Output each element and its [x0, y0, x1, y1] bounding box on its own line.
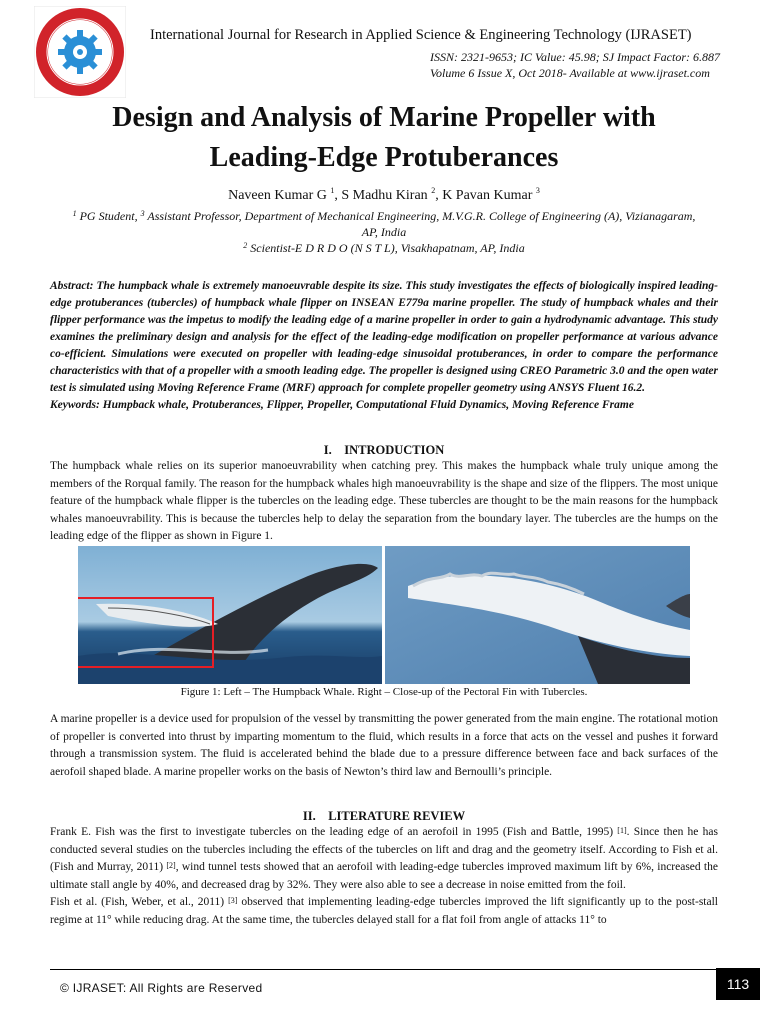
literature-paragraphs [50, 824, 718, 930]
intro-p1-text: The humpback whale relies on its superior manoeuvrability when catching prey. This makes the humpback whale truly unique among the members of the Rorqual family. The reason for the humpback whales high manoeuvrability is the shape and size of the flippers. The most unique feature of the humpback whale flipper is the tubercles on the leading edge. These tubercles are thought to be the main reasons for the humpback whales manoeuvrability. This is because the tubercles help to delay the separation from the boundary layer. The tubercles are the humps on the leading edge of the flipper as shown in Figure 1. [50, 460, 718, 543]
journal-meta [430, 49, 720, 81]
title-line-2: Leading-Edge Protuberances [209, 142, 559, 173]
journal-name: International Journal for Research in Applied Science & Engineering Technology (IJRASET) [150, 27, 692, 43]
page-number: 113 [716, 968, 760, 1000]
lit-paragraph-1 [50, 824, 718, 894]
pectoral-fin-closeup-photo [385, 546, 690, 684]
footer-divider [50, 969, 718, 970]
affiliation-line-3 [40, 240, 728, 256]
intro-paragraph-2 [50, 711, 718, 781]
abstract-text: Abstract: The humpback whale is extremely manoeuvrable despite its size. This study investigates the effects of biologically inspired leading-edge protuberances (tubercles) of humpback whale flipper on INSEAN E779a marine propeller. The study of humpback whales and their flipper performance was the impetus to modify the leading edge of a marine propeller in order to gain a hydrodynamic advantage. This study examines the preliminary design and analysis for the effect of the leading-edge modification on propeller performance at various advance co-efficient. Simulations were executed on propeller with leading-edge sinusoidal protuberances, in order to compare the performance characteristics with that of a propeller with a smooth leading edge. The propeller is designed using CREO Parametric 3.0 and the open water test is simulated using Moving Reference Frame (MRF) approach for complete propeller geometry using ANSYS Fluent 16.2. [50, 280, 718, 394]
issn-line: ISSN: 2321-9653; IC Value: 45.98; SJ Impact Factor: 6.887 [430, 50, 720, 64]
affiliation-line-1 [40, 208, 728, 224]
figure-1-caption: Figure 1: Left – The Humpback Whale. Right – Close-up of the Pectoral Fin with Tubercles. [180, 686, 588, 698]
lit-p1-b: . Since then he has conducted several studies on the tubercles including the effects of the tubercles on lift and drag and the geometry itself. According to Fish et al. (Fish and Murray, 2011) [50, 826, 718, 874]
whale-breach-photo [78, 546, 382, 684]
author-2: , S Madhu Kiran [334, 188, 432, 203]
author-3-sup: 3 [535, 186, 540, 195]
citation-2: [2] [166, 861, 176, 871]
intro-paragraph-1 [50, 458, 718, 546]
footer-copyright: © IJRASET: All Rights are Reserved [60, 981, 263, 995]
author-1: Naveen Kumar G [228, 188, 331, 203]
affil-sup-1: 1 [72, 209, 77, 218]
affil-sup-2: 2 [243, 241, 248, 250]
affil-text-1: PG Student, [76, 209, 141, 223]
lit-paragraph-2 [50, 894, 718, 929]
abstract-block [50, 278, 718, 414]
lit-p1-c: , wind tunnel tests showed that an aerofoil with leading-edge tubercles improved maximum lift by 6%, increased the ultimate stall angle by 40%, and decreased drag by 32%. They were also able to see a decrease in noise emitted from the foil. [50, 861, 718, 891]
keywords-text: Keywords: Humpback whale, Protuberances, Flipper, Propeller, Computational Fluid Dynamics, Moving Reference Frame [50, 399, 634, 411]
journal-seal-gear-icon [34, 6, 126, 98]
affil-text-3: Scientist-E D R D O (N S T L), Visakhapatnam, AP, India [247, 241, 525, 255]
citation-3: [3] [228, 896, 238, 906]
figure-1-whale-photos [78, 546, 690, 684]
author-1-sup: 1 [330, 186, 335, 195]
lit-p1-a: Frank E. Fish was the first to investigate tubercles on the leading edge of an aerofoil in 1995 (Fish and Battle, 1995) [50, 826, 618, 838]
author-3: , K Pavan Kumar [435, 188, 536, 203]
affiliations [40, 208, 728, 256]
section-heading-introduction: I. INTRODUCTION [323, 443, 445, 457]
intro-p2-text: A marine propeller is a device used for propulsion of the vessel by transmitting the power generated from the main engine. The rotational motion of propeller is converted into thrust by imparting momentum to the fluid, which results in a force that acts on the vessel and pushes it forward through a transmission system. The fluid is accelerated behind the blade due to a pressure difference between face and back surfaces of the aerofoil shaped blade. A marine propeller works on the basis of Newton’s third law and Bernoulli’s principle. [50, 713, 718, 778]
lit-p2-a: Fish et al. (Fish, Weber, et al., 2011) [50, 896, 229, 909]
section-heading-literature-review: II. LITERATURE REVIEW [302, 809, 466, 823]
volume-line: Volume 6 Issue X, Oct 2018- Available at www.ijraset.com [430, 66, 710, 80]
affil-text-2: Assistant Professor, Department of Mechanical Engineering, M.V.G.R. College of Engineering (A), Vizianagaram, [144, 209, 696, 223]
lit-p2-b: observed that implementing leading-edge tubercles improved the lift significantly up to the post-stall regime at 11° while reducing drag. At the same time, the tubercles delayed stall for a flat foil from angle of attacks 11° to [50, 896, 718, 926]
paper-title [40, 98, 728, 178]
author-list [40, 188, 728, 204]
citation-1: [1] [617, 826, 627, 835]
affiliation-line-2: AP, India [361, 225, 407, 239]
author-2-sup: 2 [431, 186, 436, 195]
title-line-1: Design and Analysis of Marine Propeller with [112, 102, 656, 133]
affil-sup-3: 3 [140, 209, 145, 218]
